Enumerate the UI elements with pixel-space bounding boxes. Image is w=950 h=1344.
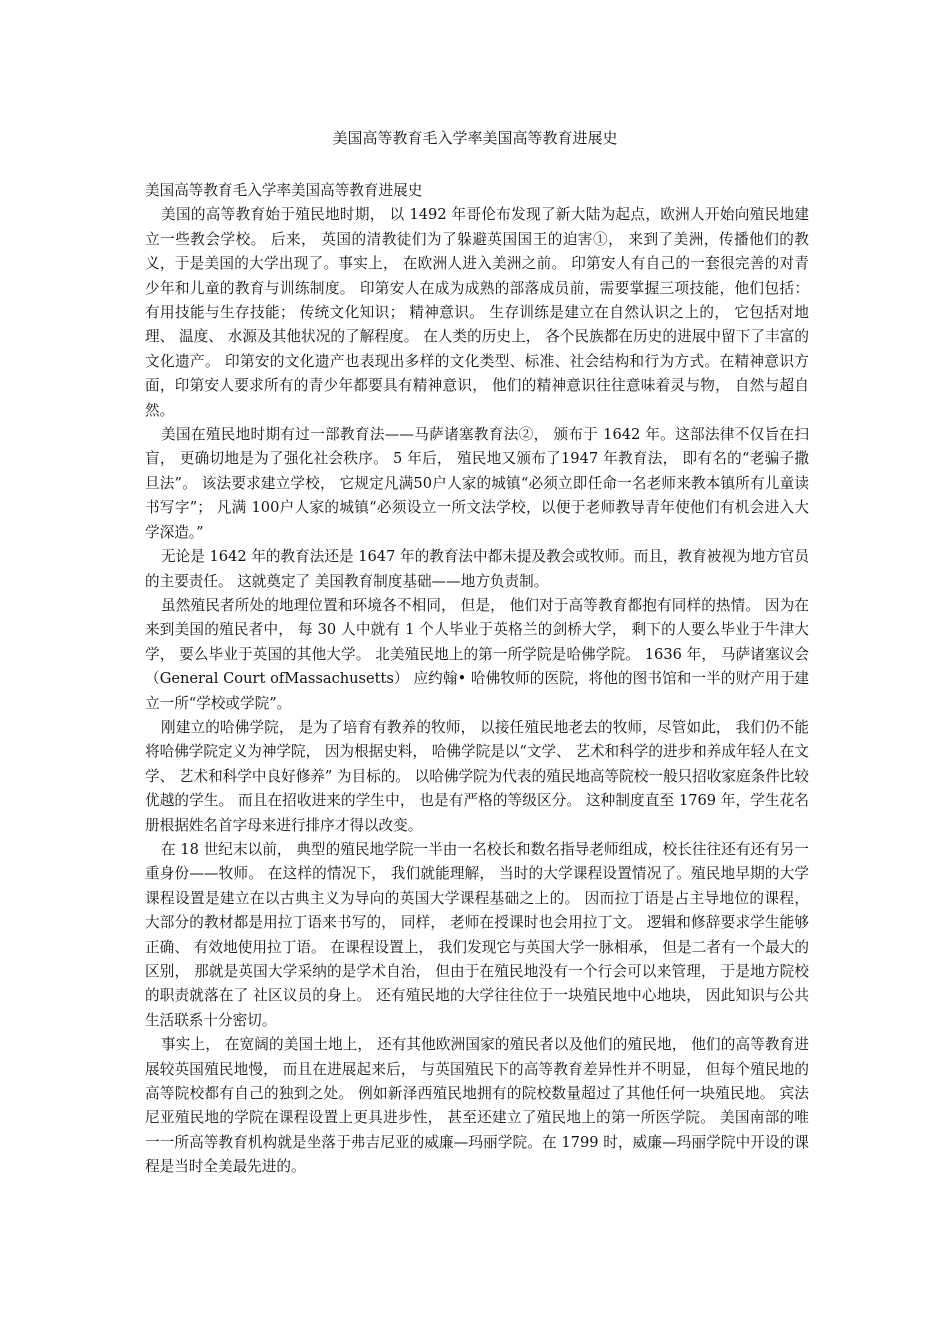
paragraph: 美国在殖民地时期有过一部教育法——马萨诸塞教育法②， 颁布于 1642 年。这部法律不仅旨在扫盲， 更确切地是为了强化社会秩序。 5 年后， 殖民地又颁布了1947 年教育法， 即有名的“老骗子撒旦法”。 该法要求建立学校， 它规定凡满50户人家的城镇“必须立即任命一名老师来教本镇所有儿童读书写字”； 凡满 100户人家的城镇“必须设立一所文法学校，以便于老师教导青年使他们有机会进入大学深造。” [145,426,809,541]
paragraph: 刚建立的哈佛学院， 是为了培育有教养的牧师， 以接任殖民地老去的牧师，尽管如此， 我们仍不能将哈佛学院定义为神学院， 因为根据史料， 哈佛学院是以“文学、 艺术和科学的进步和养成年轻人在文学、 艺术和科学中良好修养” 为目标的。 以哈佛学院为代表的殖民地高等院校一般只招收家庭条件比较优越的学生。 而且在招收进来的学生中， 也是有严格的等级区分。 这种制度直至 1769 年，学生花名册根据姓名首字母来进行排序才得以改变。 [145,718,809,834]
paragraph: 虽然殖民者所处的地理位置和环境各不相同， 但是， 他们对于高等教育都抱有同样的热情。 因为在来到美国的殖民者中， 每 30 人中就有 1 个人毕业于英格兰的剑桥大学， 剩下的人要么毕业于牛津大学， 要么毕业于英国的其他大学。 北美殖民地上的第一所学院是哈佛学院。 1636 年， 马萨诸塞议会（General Court ofMassachusetts） 应约翰• 哈佛牧师的医院，将他的图书馆和一半的财产用于建立一所“学校或学院”。 [145,596,809,712]
paragraph: 美国的高等教育始于殖民地时期， 以 1492 年哥伦布发现了新大陆为起点，欧洲人开始向殖民地建立一些教会学校。 后来， 英国的清教徒们为了躲避英国国王的迫害①， 来到了美洲，传播他们的教义，于是美国的大学出现了。事实上， 在欧洲人进入美洲之前。 印第安人有自己的一套很完善的对青少年和儿童的教育与训练制度。 印第安人在成为成熟的部落成员前，需要掌握三项技能，他们包括： 有用技能与生存技能； 传统文化知识； 精神意识。 生存训练是建立在自然认识之上的， 它包括对地理、 温度、 水源及其他状况的了解程度。 在人类的历史上， 各个民族都在历史的进展中留下了丰富的文化遗产。 印第安的文化遗产也表现出多样的文化类型、标准、社会结构和行为方式。在精神意识方面，印第安人要求所有的青少年都要具有精神意识， 他们的精神意识往往意味着灵与物， 自然与超自然。 [145,206,809,419]
paragraph: 事实上， 在宽阔的美国土地上， 还有其他欧洲国家的殖民者以及他们的殖民地， 他们的高等教育进展较英国殖民地慢， 而且在进展起来后， 与英国殖民下的高等教育差异性并不明显， 但每个殖民地的高等院校都有自己的独到之处。 例如新泽西殖民地拥有的院校数量超过了其他任何一块殖民地。 宾法尼亚殖民地的学院在课程设置上更具进步性， 甚至还建立了殖民地上的第一所医学院。 美国南部的唯一一所高等教育机构就是坐落于弗吉尼亚的威廉—玛丽学院。在 1799 时，威廉—玛丽学院中开设的课程是当时全美最先进的。 [145,1036,809,1176]
paragraph: 无论是 1642 年的教育法还是 1647 年的教育法中都未提及教会或牧师。而且，教育被视为地方官员的主要责任。 这就奠定了 美国教育制度基础——地方负责制。 [145,548,809,590]
document-title: 美国高等教育毛入学率美国高等教育进展史 [332,129,618,147]
document-body [145,179,809,1180]
paragraph: 在 18 世纪末以前， 典型的殖民地学院一半由一名校长和数名指导老师组成，校长往往还有还有另一重身份——牧师。 在这样的情况下， 我们就能理解， 当时的大学课程设置情况了。殖民地早期的大学课程设置是建立在以古典主义为导向的英国大学课程基础之上的。 因而拉丁语是占主导地位的课程， 大部分的教材都是用拉丁语来书写的， 同样， 老师在授课时也会用拉丁文。 逻辑和修辞要求学生能够正确、 有效地使用拉丁语。 在课程设置上， 我们发现它与英国大学一脉相承， 但是二者有一个最大的区别， 那就是英国大学采纳的是学术自治， 但由于在殖民地没有一个行会可以来管理， 于是地方院校的职责就落在了 社区议员的身上。 还有殖民地的大学往往位于一块殖民地中心地块， 因此知识与公共生活联系十分密切。 [145,840,809,1029]
document-subtitle: 美国高等教育毛入学率美国高等教育进展史 [145,182,423,199]
